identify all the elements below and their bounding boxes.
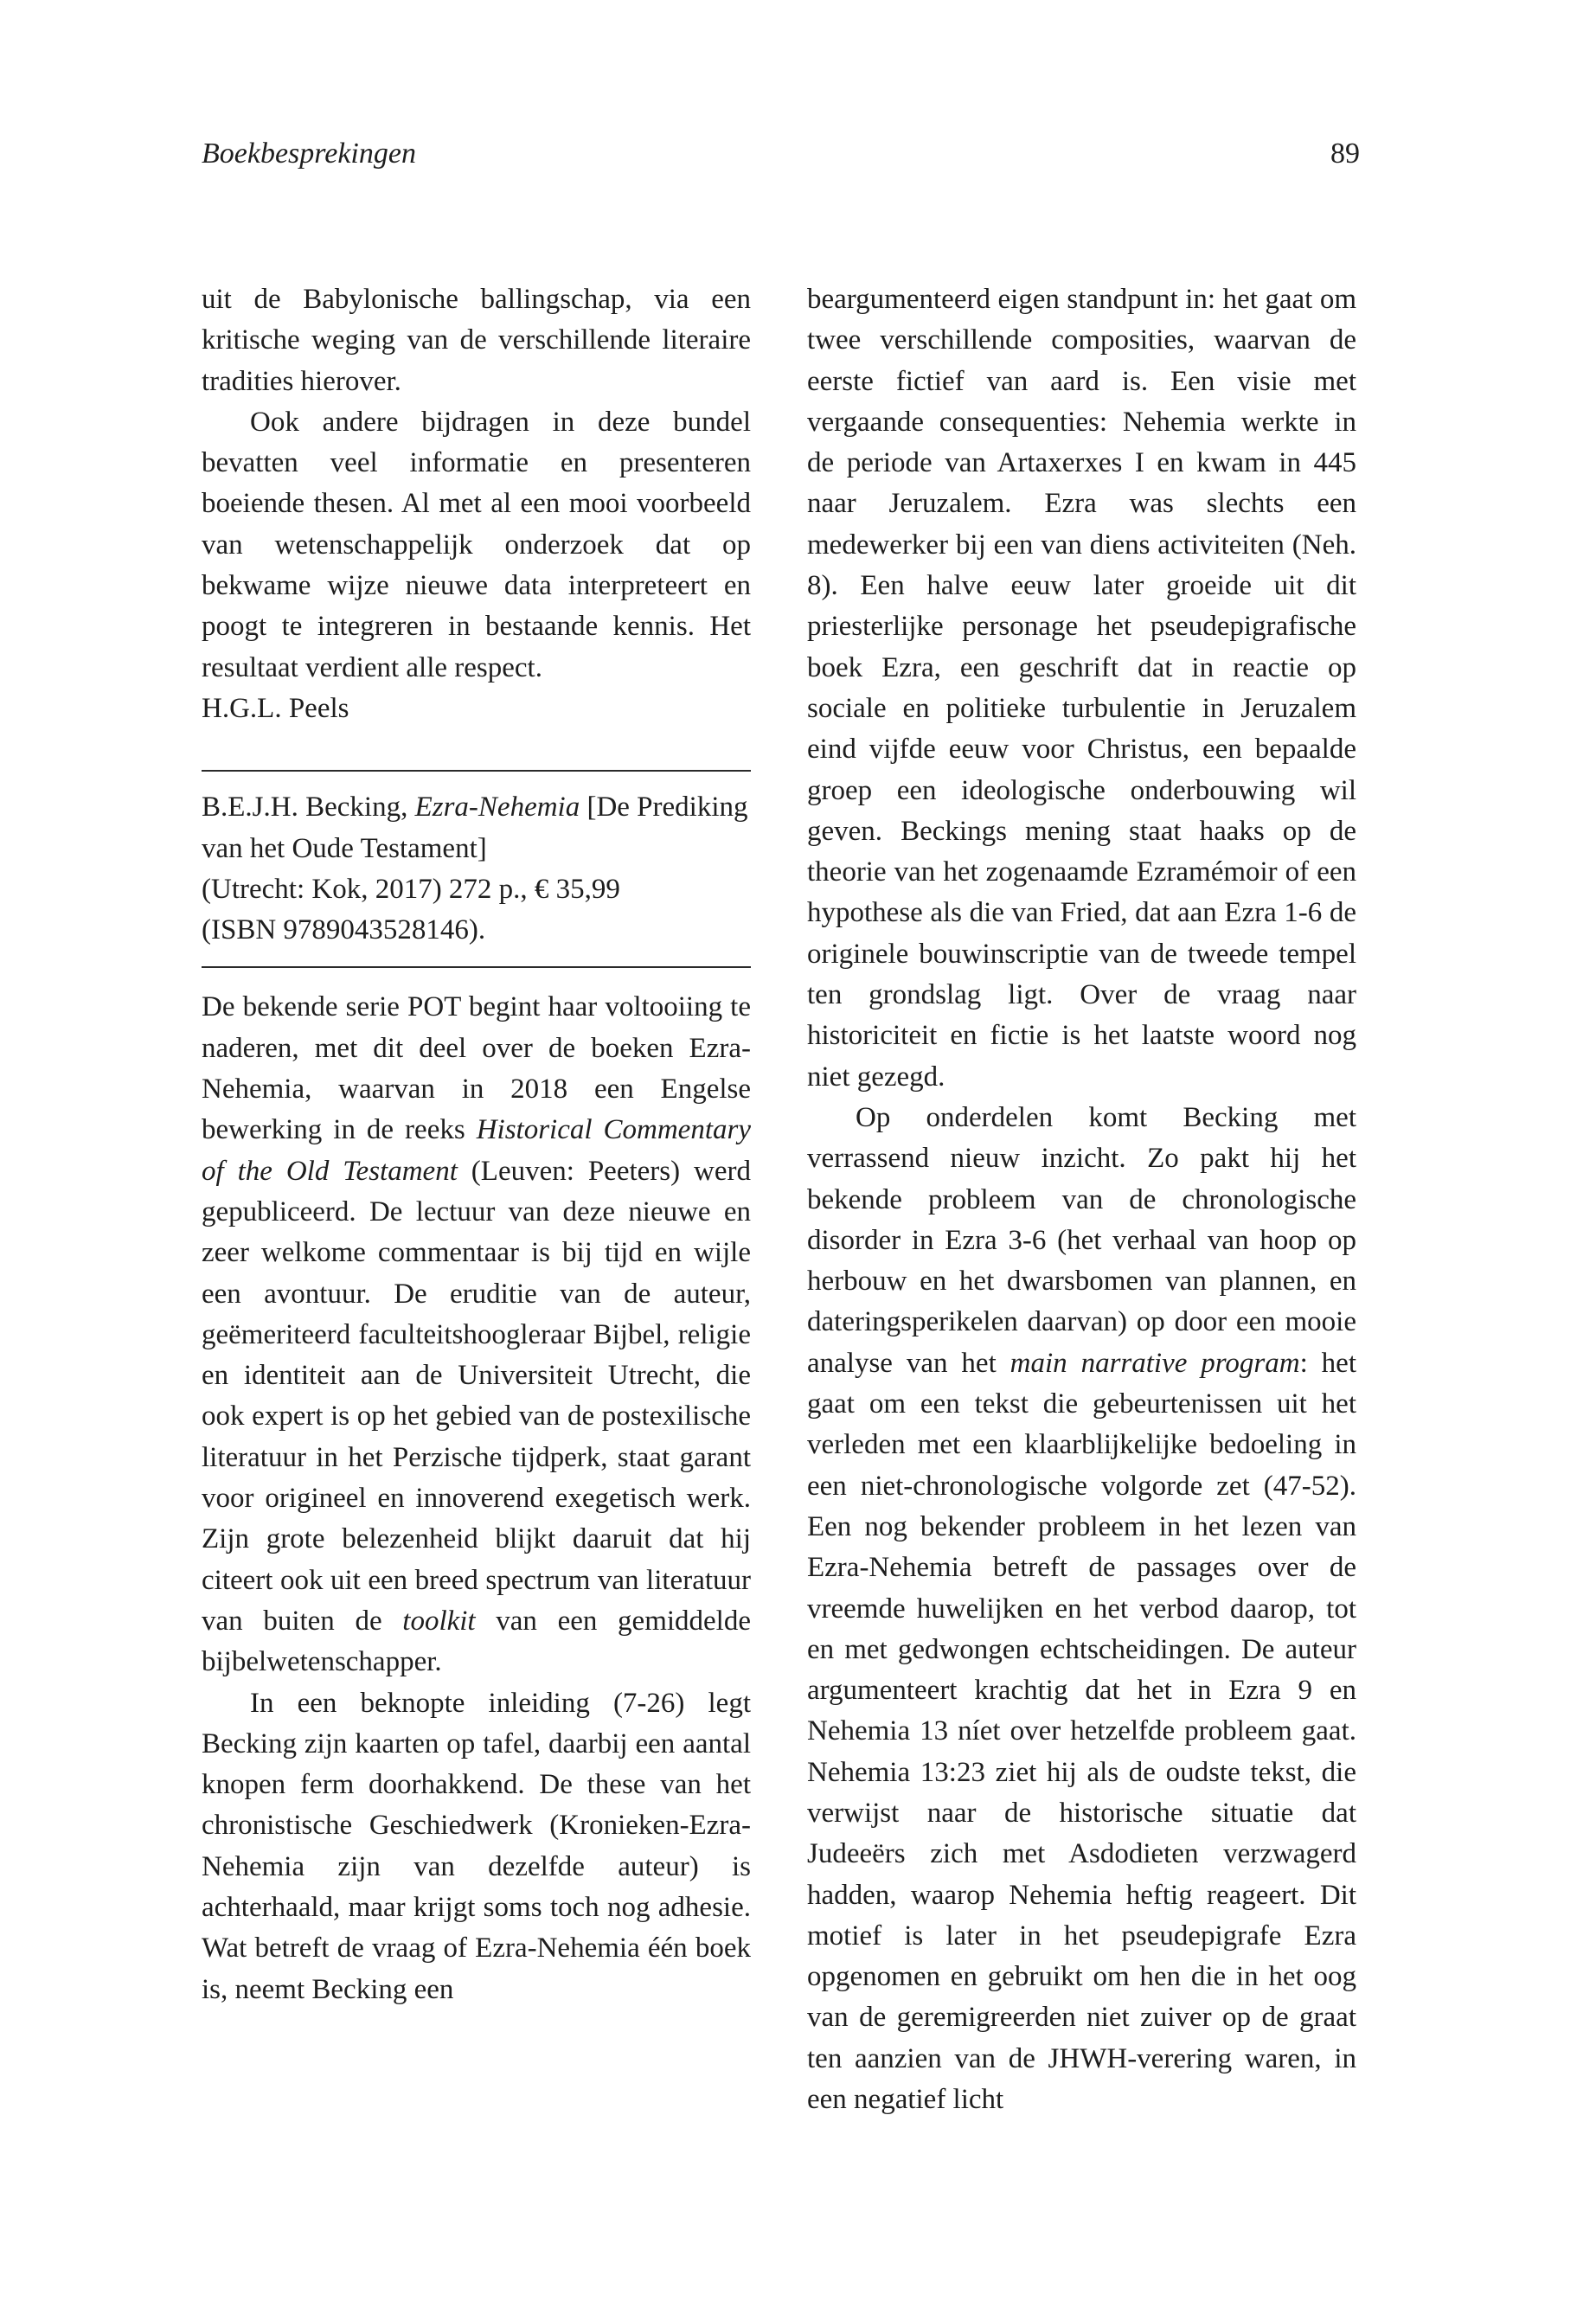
text-run: De bekende serie POT begint haar voltooiing te naderen, met dit deel over de boeken Ezra-Nehemia, waarvan in 2018 een Engelse bewerking in de reeks bbox=[202, 991, 751, 1146]
book-publisher: (Utrecht: Kok, 2017) 272 p., € 35,99 bbox=[202, 873, 620, 905]
text-run: van een gemiddelde bijbelwetenschapper. bbox=[202, 1605, 751, 1678]
bibliography-bottom-rule bbox=[202, 966, 751, 968]
book-series: [De Prediking van het Oude Testament] bbox=[202, 792, 748, 864]
bibliography-entry bbox=[202, 787, 751, 951]
text-run: Op onderdelen komt Becking met verrassend nieuw inzicht. Zo pakt hij het bekende probleem van de chronologische disorder in Ezra 3-6 (het verhaal van hoop op herbouw en het dwarsbomen van plannen, en dateringsperikelen daarvan) op door een mooie analyse van het bbox=[807, 1101, 1356, 1379]
italic-term: toolkit bbox=[402, 1605, 476, 1637]
reviewer-signature: H.G.L. Peels bbox=[202, 692, 349, 724]
bibliography-top-rule bbox=[202, 770, 751, 772]
right-paragraph-2 bbox=[807, 1098, 1356, 2120]
italic-term: main narrative program bbox=[1010, 1347, 1300, 1379]
bibliography-line-1 bbox=[202, 787, 751, 869]
right-column bbox=[807, 279, 1356, 2120]
book-author: B.E.J.H. Becking, bbox=[202, 792, 415, 824]
text-run: (Leuven: Peeters) werd gepubliceerd. De lectuur van deze nieuwe en zeer welkome commentaar is bij tijd en wijle een avontuur. De eruditie van de auteur, geëmeriteerd faculteitshoogleraar Bijbel, religie en identiteit aan de Universiteit Utrecht, die ook expert is op het gebied van de postexilische literatuur in het Perzische tijdperk, staat garant voor origineel en innoverend exegetisch werk. Zijn grote belezenheid blijkt daaruit dat hij citeert ook uit een breed spectrum van literatuur van buiten de bbox=[202, 1155, 751, 1637]
page-number: 89 bbox=[1330, 138, 1360, 170]
left-paragraph-4: In een beknopte inleiding (7-26) legt Becking zijn kaarten op tafel, daarbij een aantal knopen ferm doorhakkend. De these van het chronistische Geschiedwerk (Kronieken-Ezra-Nehemia zijn van dezelfde auteur) is achterhaald, maar krijgt soms toch nog adhesie. Wat betreft de vraag of Ezra-Nehemia één boek is, neemt Becking een bbox=[202, 1687, 751, 2005]
book-isbn: (ISBN 9789043528146). bbox=[202, 914, 486, 946]
left-paragraph-1: uit de Babylonische ballingschap, via een kritische weging van de verschillende literaire tradities hierover. bbox=[202, 284, 751, 397]
running-title: Boekbesprekingen bbox=[202, 138, 416, 170]
right-paragraph-1: beargumenteerd eigen standpunt in: het gaat om twee verschillende composities, waarvan de eerste fictief van aard is. Een visie met vergaande consequenties: Nehemia werkte in de periode van Artaxerxes I en kwam in 445 naar Jeruzalem. Ezra was slechts een medewerker bij een van diens activiteiten (Neh. 8). Een halve eeuw later groeide uit dit priesterlijke personage het pseudepigrafische boek Ezra, een geschrift dat in reactie op sociale en politieke turbulentie in Jeruzalem eind vijfde eeuw voor Christus, een bepaalde groep een ideologische onderbouwing wil geven. Beckings mening staat haaks op de theorie van het zogenaamde Ezramémoir of een hypothese als die van Fried, dat aan Ezra 1-6 de originele bouwinscriptie van de tweede tempel ten grondslag ligt. Over de vraag naar historiciteit en fictie is het laatste woord nog niet gezegd. bbox=[807, 284, 1356, 1093]
left-column bbox=[202, 279, 751, 2010]
left-paragraph-3 bbox=[202, 987, 751, 1682]
italic-series-title: Historical Commentary of the Old Testament bbox=[202, 1114, 751, 1187]
left-paragraph-2: Ook andere bijdragen in deze bundel bevatten veel informatie en presenteren boeiende thesen. Al met al een mooi voorbeeld van wetenschappelijk onderzoek dat op bekwame wijze nieuwe data interpreteert en poogt te integreren in bestaande kennis. Het resultaat verdient alle respect. bbox=[202, 406, 751, 683]
book-title: Ezra-Nehemia bbox=[414, 792, 580, 824]
text-run: : het gaat om een tekst die gebeurtenissen uit het verleden met een klaarblijkelijke bedoeling in een niet-chronologische volgorde zet (47-52). Een nog bekender probleem in het lezen van Ezra-Nehemia betreft de passages over de vreemde huwelijken en het verbod daarop, tot en met gedwongen echtscheidingen. De auteur argumenteert krachtig dat het in Ezra 9 en Nehemia 13 níet over hetzelfde probleem gaat. Nehemia 13:23 ziet hij als de oudste tekst, die verwijst naar de historische situatie dat Judeeërs zich met Asdodieten verzwagerd hadden, waarop Nehemia heftig reageert. Dit motief is later in het pseudepigrafe Ezra opgenomen en gebruikt om hen die in het oog van de geremigreerden niet zuiver op de graat ten aanzien van de JHWH-verering waren, in een negatief licht bbox=[807, 1347, 1356, 2116]
